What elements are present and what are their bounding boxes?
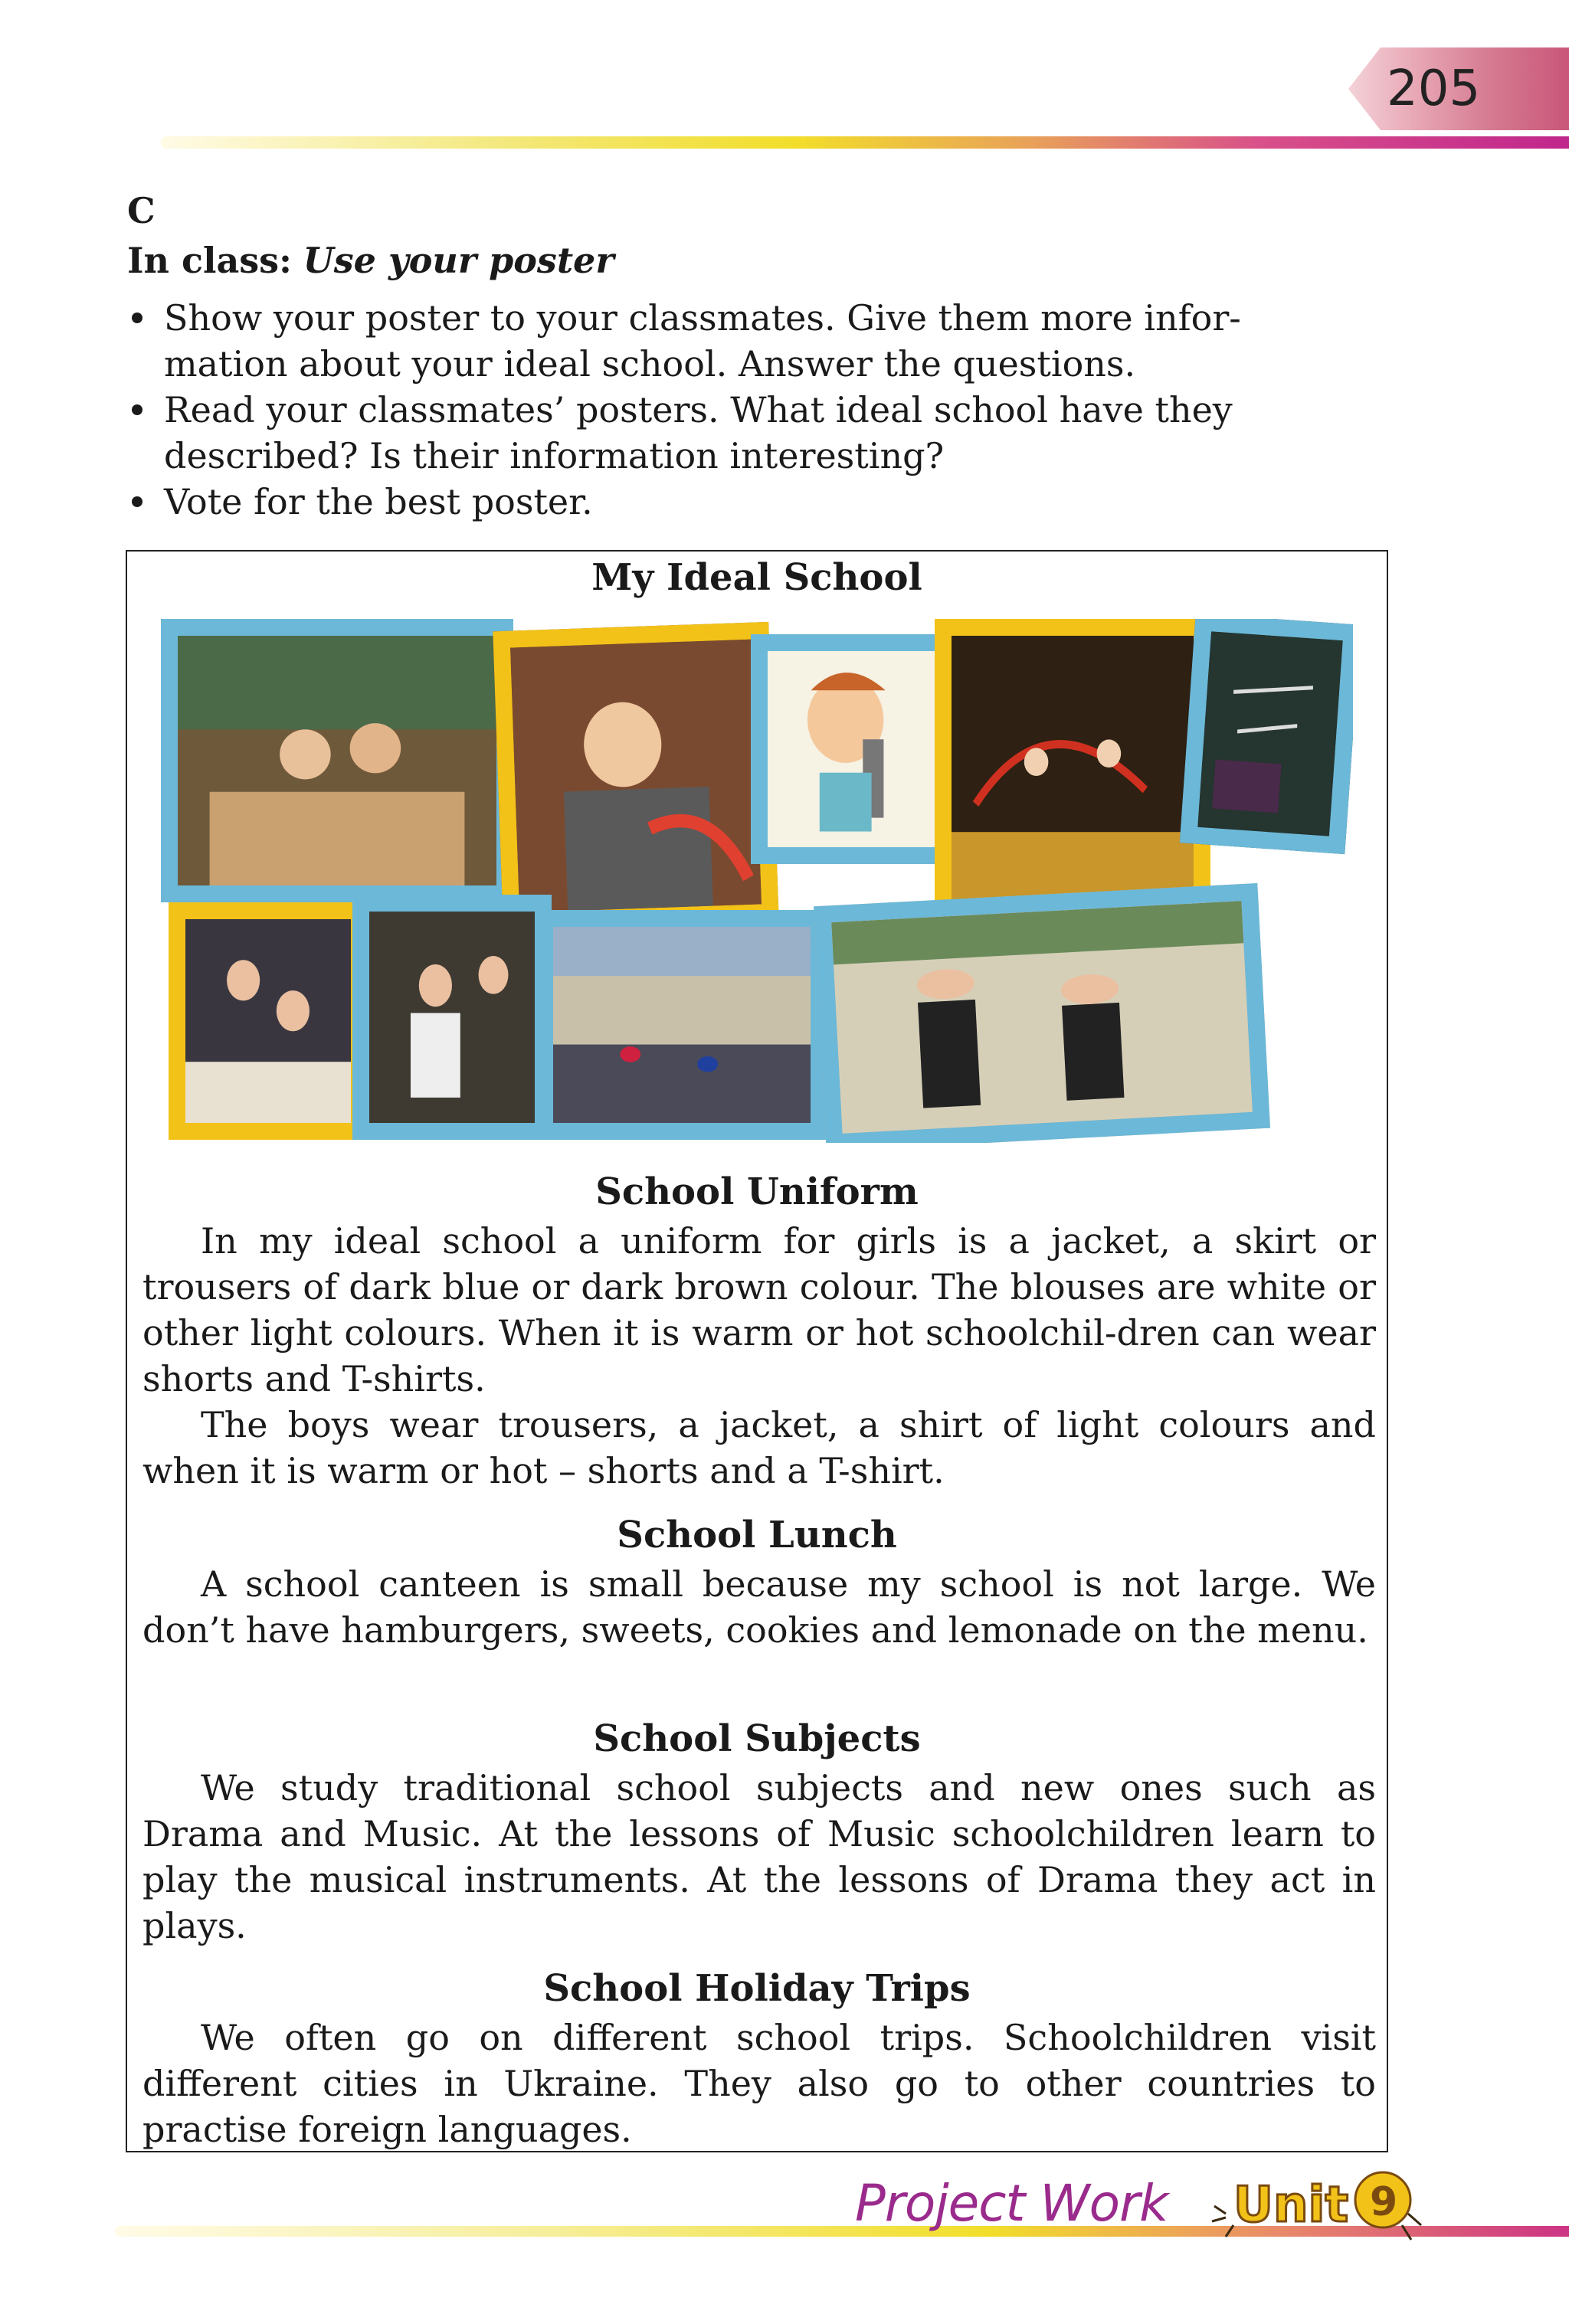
photo-school-play xyxy=(814,883,1270,1143)
section-letter: C xyxy=(127,190,156,231)
unit-9-logo-icon xyxy=(1210,2160,1425,2244)
photo-collage xyxy=(161,619,1353,1143)
photo-classroom-girls xyxy=(169,902,368,1140)
poster-title: My Ideal School xyxy=(591,556,922,599)
page-number: 205 xyxy=(1387,61,1481,117)
project-work-label: Project Work xyxy=(855,2174,1168,2233)
header-rule xyxy=(161,136,1569,149)
photo-boy-painting xyxy=(493,622,778,930)
svg-text:Unit: Unit xyxy=(1233,2177,1349,2234)
in-class-title: Use your poster xyxy=(303,240,614,281)
trips-paragraph: We often go on different school trips. Schoolchildren visit different cities in Ukraine. They also go to other countries to practise foreign languages. xyxy=(142,2017,1376,2150)
svg-text:9: 9 xyxy=(1370,2179,1398,2225)
task-bullet: Vote for the best poster. xyxy=(127,479,1391,525)
section-heading-subjects: School Subjects xyxy=(593,1717,921,1760)
section-heading-lunch: School Lunch xyxy=(617,1514,897,1556)
photo-girls-reading xyxy=(161,619,513,902)
uniform-paragraph-2: The boys wear trousers, a jacket, a shirt of light colours and when it is warm or hot – shorts and a T-shirt. xyxy=(142,1404,1376,1491)
task-bullet: Read your classmates’ posters. What ideal school have they described? Is their information interesting? xyxy=(127,387,1391,479)
photo-classroom-boys xyxy=(352,895,552,1140)
photo-stage-dance xyxy=(935,619,1210,933)
section-heading-uniform: School Uniform xyxy=(595,1170,919,1213)
photo-blackboard xyxy=(1180,619,1353,854)
cartoon-boy-microscope xyxy=(751,634,958,864)
section-heading-trips: School Holiday Trips xyxy=(543,1967,971,2010)
lunch-paragraph: A school canteen is small because my school is not large. We don’t have hamburgers, sweets, cookies and lemonade on the menu. xyxy=(142,1563,1376,1651)
in-class-heading xyxy=(127,240,614,281)
in-class-label: In class: xyxy=(127,240,293,281)
task-bullet: Show your poster to your classmates. Give them more infor- mation about your ideal school. Answer the questions. xyxy=(127,295,1391,387)
subjects-paragraph: We study traditional school subjects and new ones such as Drama and Music. At the lessons of Music schoolchildren learn to play the musical instruments. At the lessons of Drama they act in plays. xyxy=(142,1767,1376,1946)
uniform-paragraph-1: In my ideal school a uniform for girls is a jacket, a skirt or trousers of dark blue or dark brown colour. The blouses are white or other light colours. When it is warm or hot schoolchil-dren can wear shorts and T-shirts. xyxy=(142,1220,1376,1399)
photo-group-trip xyxy=(536,910,827,1140)
task-bullet-list xyxy=(127,295,1391,525)
